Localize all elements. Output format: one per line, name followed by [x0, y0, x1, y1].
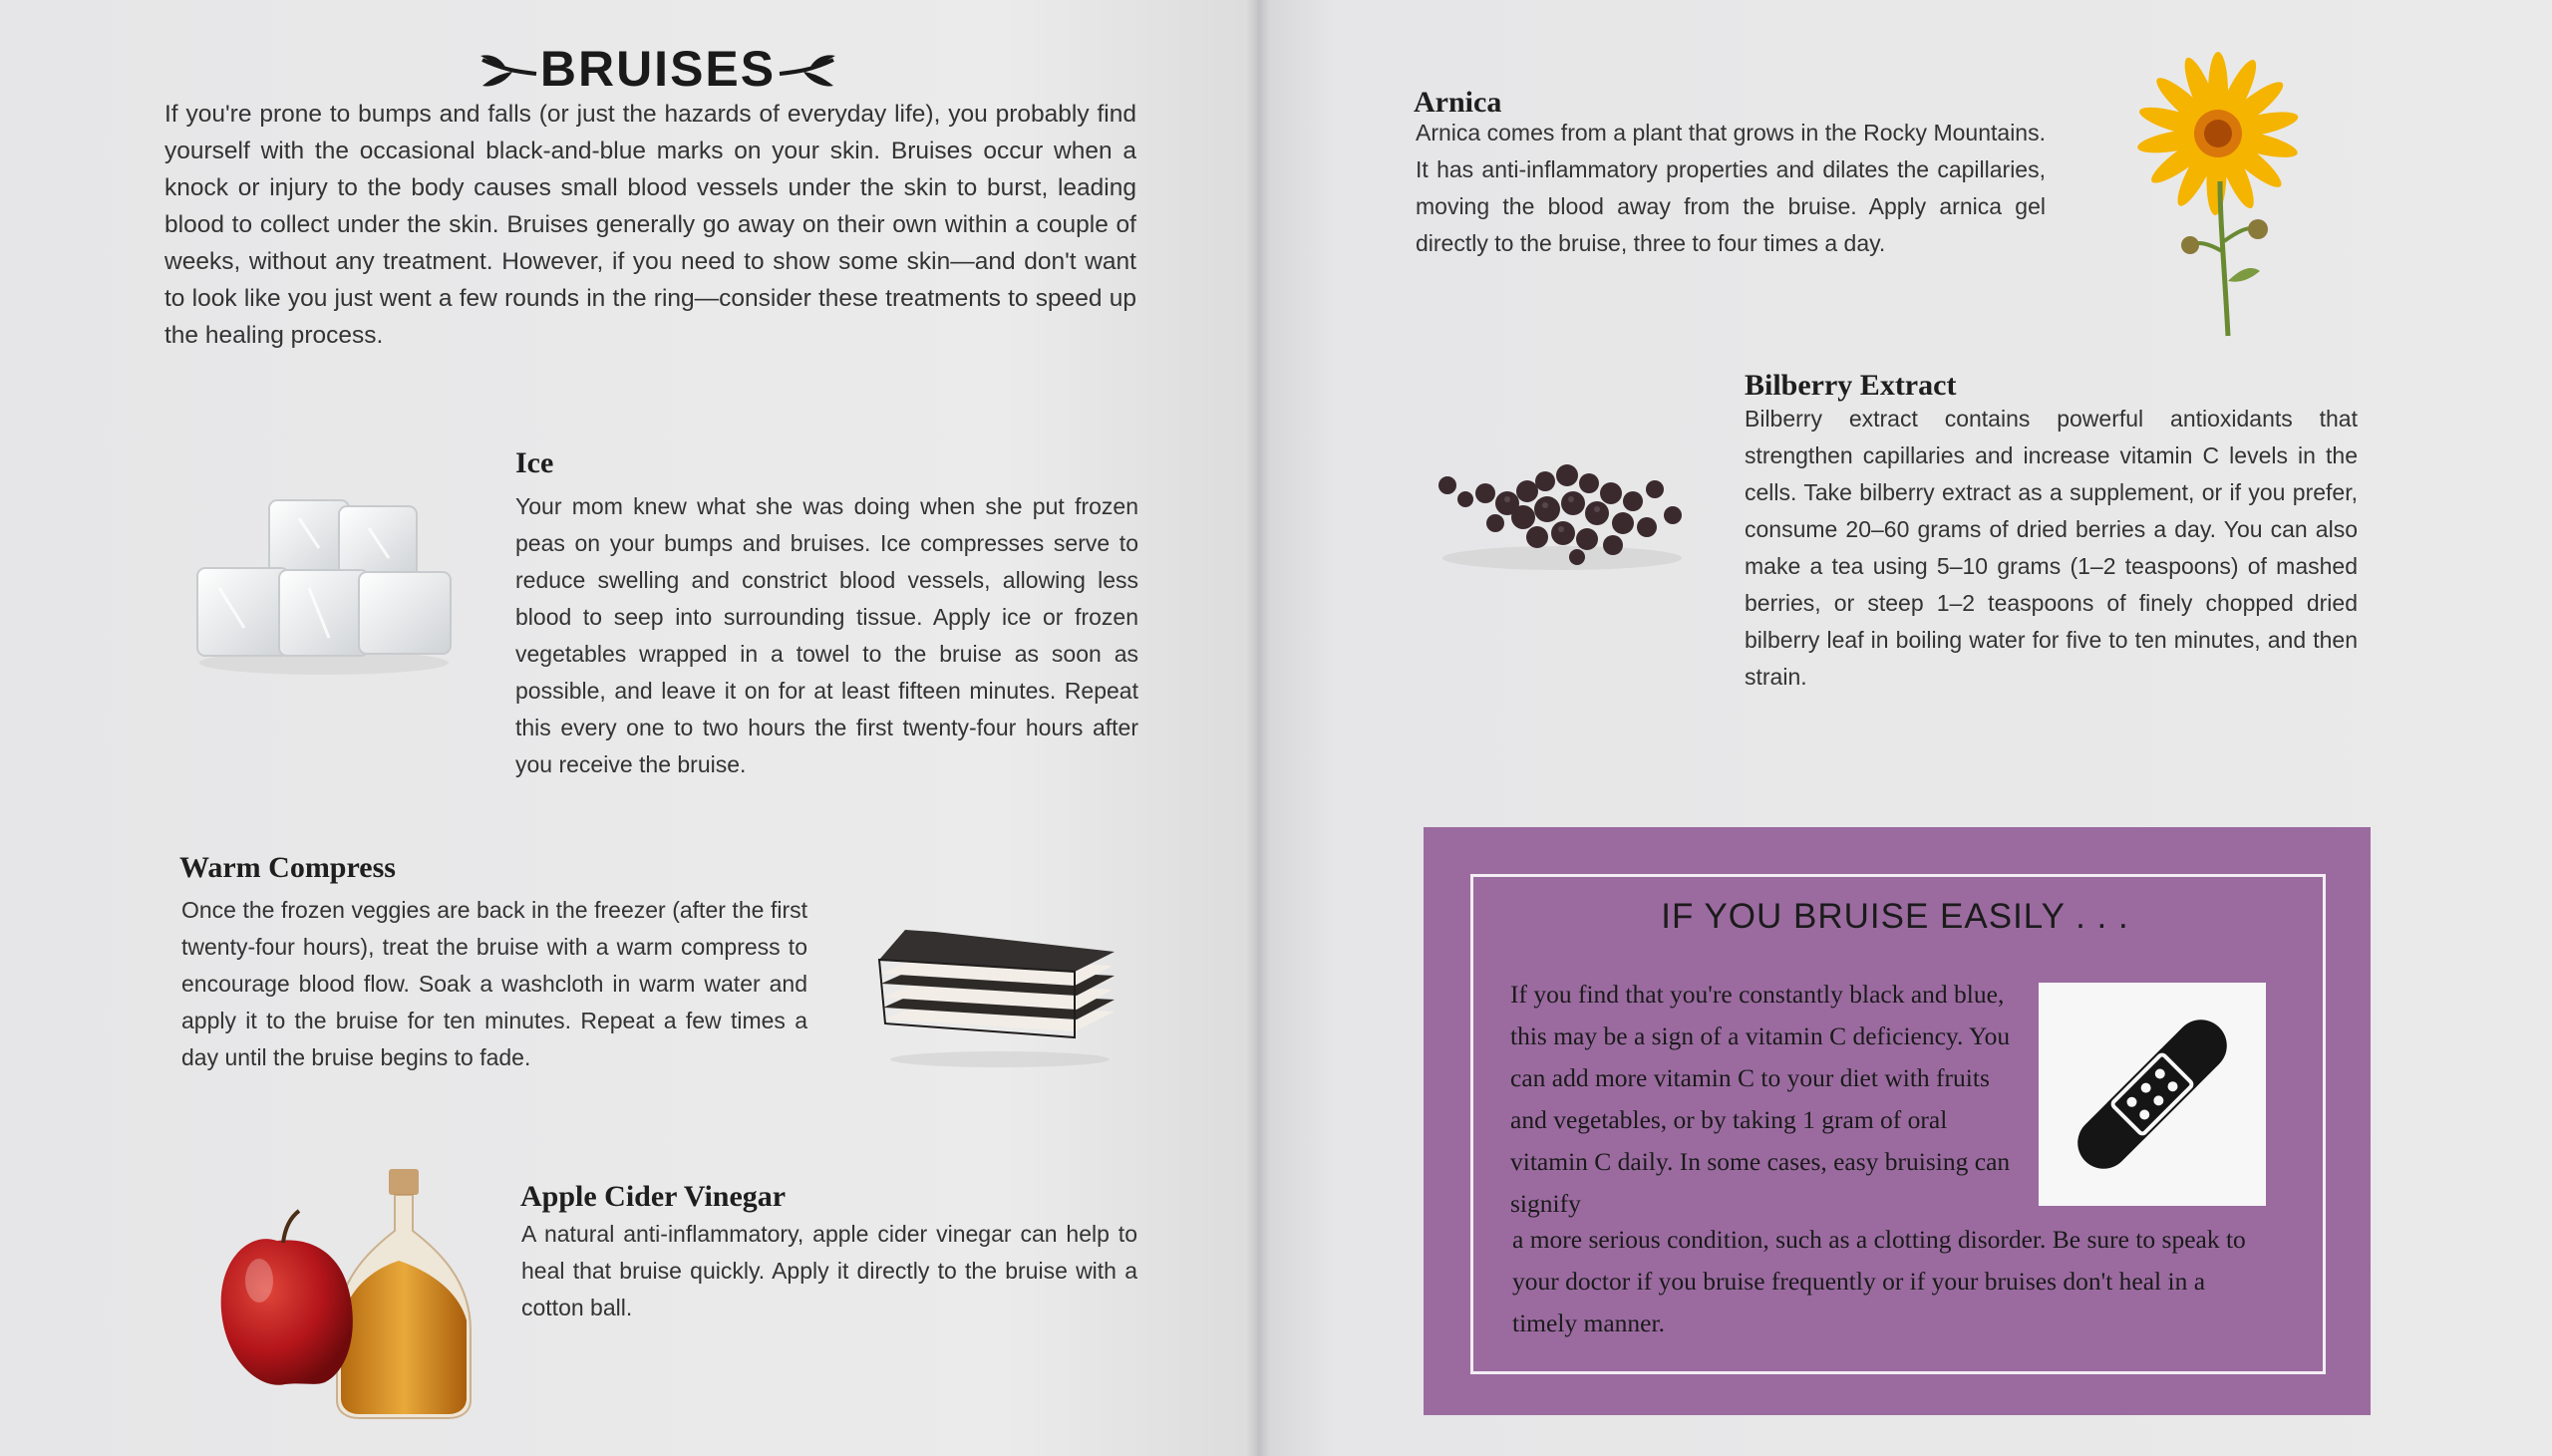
- bruise-easily-text-top: If you find that you're constantly black and blue, this may be a sign of a vitamin C deficiency. You can add more vitamin C to your diet with fruits and vegetables, or by taking 1 gram of oral vitamin C daily. In some cases, easy bruising can signify: [1510, 980, 2011, 1218]
- ice-paragraph: Your mom knew what she was doing when she put frozen peas on your bumps and bruises. Ice compresses serve to reduce swelling and constrict blood vessels, allowing less blood to seep into surrounding tissue. Apply ice or frozen vegetables wrapped in a towel to the bruise as soon as possible, and leave it on for at least fifteen minutes. Repeat this every one to two hours the first twenty-four hours after you receive the bruise.: [515, 493, 1138, 777]
- ice-cubes-image: [189, 488, 459, 678]
- vinegar-heading: Apple Cider Vinegar: [520, 1180, 787, 1213]
- bruise-easily-title: IF YOU BRUISE EASILY . . .: [1661, 897, 2129, 936]
- washcloth-stack-image: [865, 912, 1124, 1071]
- page-title: [478, 40, 837, 98]
- vinegar-paragraph: A natural anti-inflammatory, apple cider vinegar can help to heal that bruise quickly. Apply it directly to the bruise with a cotton ball.: [521, 1221, 1137, 1320]
- leaf-sprig-left-icon: [478, 54, 538, 90]
- bandage-card: [2039, 983, 2266, 1206]
- title-text: BRUISES: [539, 41, 777, 97]
- ice-heading: Ice: [515, 446, 554, 479]
- bruise-easily-text-bottom: a more serious condition, such as a clotting disorder. Be sure to speak to your doctor if you bruise frequently or if your bruises don't heal in a timely manner.: [1512, 1225, 2246, 1337]
- intro-paragraph: If you're prone to bumps and falls (or just the hazards of everyday life), you probably find yourself with the occasional black-and-blue marks on your skin. Bruises occur when a knock or injury to the body causes small blood vessels under the skin to burst, leading blood to collect under the skin. Bruises generally go away on their own within a couple of weeks, without any treatment. However, if you need to show some skin—and don't want to look like you just went a few rounds in the ring—consider these treatments to speed up the healing process.: [164, 101, 1136, 349]
- arnica-flower-image: [2128, 52, 2313, 341]
- dried-bilberries-image: [1428, 453, 1697, 583]
- warm-compress-paragraph: Once the frozen veggies are back in the freezer (after the first twenty-four hours), treat the bruise with a warm compress to encourage blood flow. Soak a washcloth in warm water and apply it to the bruise for ten minutes. Repeat a few times a day until the bruise begins to fade.: [181, 897, 807, 1070]
- warm-compress-heading: Warm Compress: [179, 851, 396, 884]
- bilberry-heading: Bilberry Extract: [1745, 369, 1957, 402]
- arnica-heading: Arnica: [1414, 86, 1502, 119]
- bandage-icon: [2039, 983, 2266, 1206]
- leaf-sprig-right-icon: [778, 54, 837, 90]
- book-gutter: [1246, 0, 1270, 1456]
- apple-and-vinegar-bottle-image: [209, 1161, 488, 1420]
- bilberry-paragraph: Bilberry extract contains powerful antioxidants that strengthen capillaries and increase vitamin C levels in the cells. Take bilberry extract as a supplement, or if you prefer, consume 20–60 grams of dried berries a day. You can also make a tea using 5–10 grams (1–2 teaspoons) of mashed berries, or steep 1–2 teaspoons of finely chopped dried bilberry leaf in boiling water for five to ten minutes, and then strain.: [1745, 406, 2358, 690]
- arnica-paragraph: Arnica comes from a plant that grows in the Rocky Mountains. It has anti-inflammatory properties and dilates the capillaries, moving the blood away from the bruise. Apply arnica gel directly to the bruise, three to four times a day.: [1416, 120, 2046, 256]
